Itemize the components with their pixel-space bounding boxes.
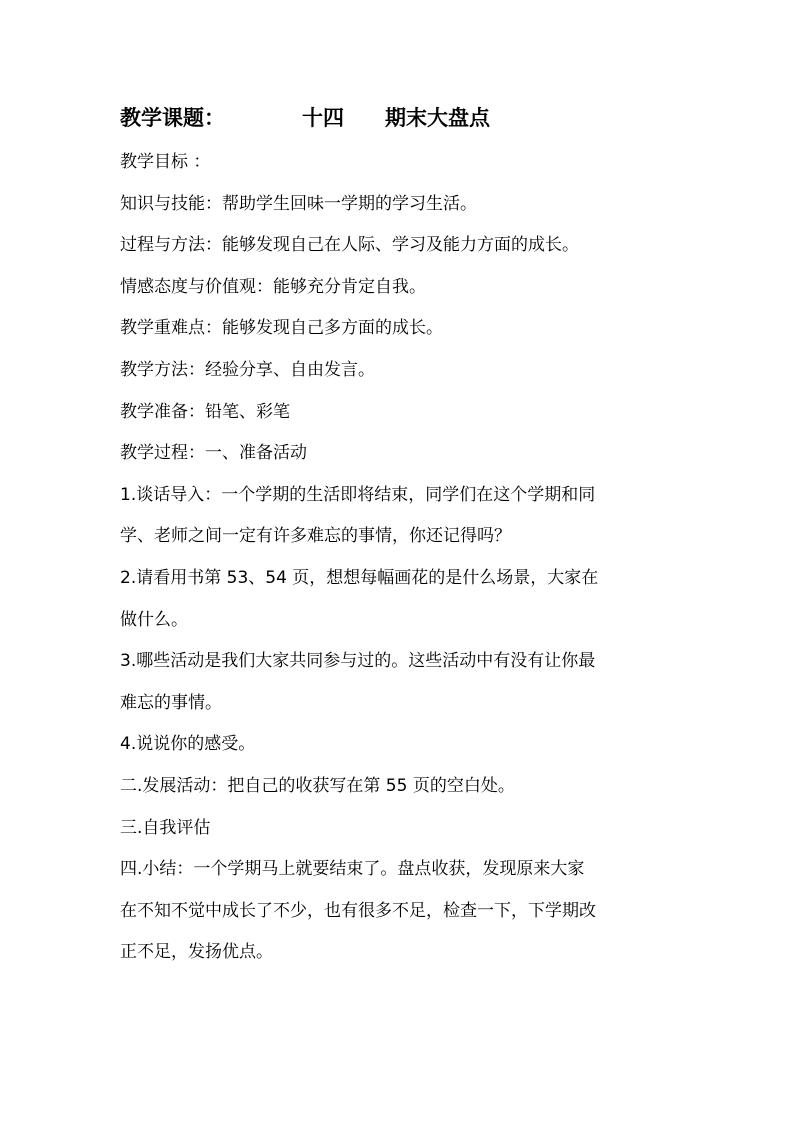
line-key-difficulties: 教学重难点：能够发现自己多方面的成长。	[120, 318, 443, 339]
line-step-2b: 做什么。	[120, 609, 188, 630]
line-process-methods: 过程与方法：能够发现自己在人际、学习及能力方面的成长。	[120, 235, 579, 256]
line-teaching-goals: 教学目标 ：	[120, 152, 211, 172]
title-number: 十四	[302, 106, 344, 130]
line-summary-a: 四.小结：一个学期马上就要结束了。盘点收获，发现原来大家	[120, 859, 585, 880]
line-teaching-process: 教学过程：一、准备活动	[120, 443, 307, 464]
line-step-2a: 2.请看用书第 53、54 页，想想每幅画花的是什么场景，大家在	[120, 567, 599, 588]
lesson-body	[120, 142, 690, 974]
line-teaching-preparation: 教学准备：铅笔、彩笔	[120, 401, 290, 422]
line-step-3b: 难忘的事情。	[120, 692, 222, 713]
line-emotion-values: 情感态度与价值观：能够充分肯定自我。	[120, 276, 426, 297]
line-self-assessment: 三.自我评估	[120, 817, 211, 838]
line-development-activity: 二.发展活动：把自己的收获写在第 55 页的空白处。	[120, 775, 515, 796]
line-step-1a: 1.谈话导入：一个学期的生活即将结束，同学们在这个学期和同	[120, 484, 596, 505]
line-teaching-methods: 教学方法：经验分享、自由发言。	[120, 359, 375, 380]
line-step-4: 4.说说你的感受。	[120, 734, 256, 755]
line-summary-c: 正不足，发扬优点。	[120, 942, 273, 963]
title-label: 教学课题：	[120, 106, 225, 130]
line-step-1b: 学、老师之间一定有许多难忘的事情，你还记得吗？	[120, 526, 511, 547]
line-summary-b: 在不知不觉中成长了不少，也有很多不足，检查一下，下学期改	[120, 900, 596, 921]
title-topic: 期末大盘点	[385, 106, 490, 130]
line-knowledge-skills: 知识与技能：帮助学生回味一学期的学习生活。	[120, 193, 477, 214]
line-step-3a: 3.哪些活动是我们大家共同参与过的。这些活动中有没有让你最	[120, 651, 596, 672]
